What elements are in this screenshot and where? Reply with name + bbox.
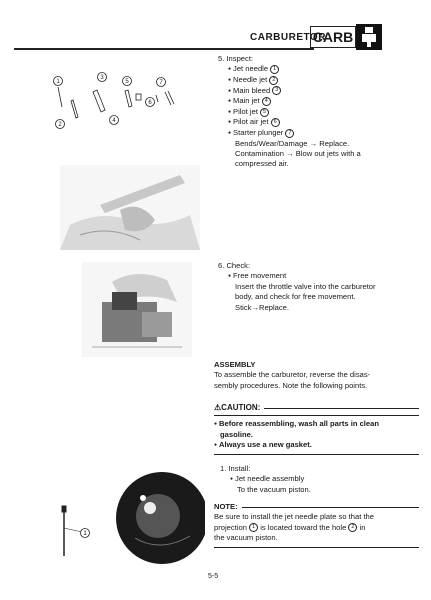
callout-4: 4 — [112, 118, 116, 124]
svg-text:1: 1 — [83, 531, 87, 537]
check-line: Insert the throttle valve into the carburetor — [235, 282, 376, 292]
caution-label: ⚠CAUTION: — [214, 403, 261, 412]
carburetor-icon — [356, 24, 382, 50]
inspect-item: ● Pilot air jet 6 — [228, 117, 418, 128]
caution-bullet: ● Always use a new gasket. — [214, 440, 419, 451]
jets-parts-diagram — [40, 72, 190, 142]
header-divider — [14, 48, 314, 50]
inspect-heading: 5. Inspect: — [218, 54, 254, 63]
install-bullet: ● Jet needle assembly — [230, 474, 420, 485]
note-rule — [242, 507, 419, 508]
note-line: Be sure to install the jet needle plate so that the — [214, 512, 374, 522]
callout-5: 5 — [125, 79, 129, 85]
note-label: NOTE: — [214, 502, 238, 511]
carb-badge: CARB — [310, 26, 356, 48]
install-heading: 1. Install: — [220, 464, 251, 473]
check-bullet: ● Free movement — [228, 271, 418, 282]
photo-throttle-check — [82, 262, 192, 357]
check-line: Stick→Replace. — [235, 302, 290, 312]
caution-rule — [264, 408, 419, 409]
inspect-item: ● Pilot jet 5 — [228, 107, 418, 118]
note-end-rule — [214, 547, 419, 548]
caution-bullet: ● Before reassembling, wash all parts in clean — [214, 419, 419, 430]
section-title: CARBURETOR — [250, 32, 326, 43]
assembly-line: sembly procedures. Note the following points. — [214, 380, 368, 390]
caution-end-rule — [214, 454, 419, 455]
inspect-item: ● Main jet 4 — [228, 96, 418, 107]
inspect-line: compressed air. — [235, 159, 289, 169]
vacuum-piston-figure — [40, 468, 205, 568]
inspect-item: ● Needle jet 2 — [228, 75, 418, 86]
callout-7: 7 — [159, 80, 163, 86]
inspect-item: ● Main bleed 3 — [228, 86, 418, 97]
assembly-line: To assemble the carburetor, reverse the disas- — [214, 370, 371, 380]
callout-6: 6 — [148, 100, 152, 106]
callout-2: 2 — [58, 122, 62, 128]
inspect-item: ● Starter plunger 7 — [228, 128, 418, 139]
inspect-item: ● Jet needle 1 — [228, 64, 418, 75]
callout-1: 1 — [56, 79, 60, 85]
install-sub: To the vacuum piston. — [237, 485, 311, 495]
note-line: projection 1 is located toward the hole 2 in — [214, 522, 366, 532]
check-heading: 6. Check: — [218, 261, 251, 270]
photo-air-blow — [60, 165, 200, 250]
check-line: body, and check for free movement. — [235, 292, 356, 302]
assembly-heading: ASSEMBLY — [214, 360, 256, 369]
caution-divider — [214, 415, 419, 416]
inspect-line: Contamination → Blow out jets with a — [235, 149, 361, 159]
note-line: the vacuum piston. — [214, 533, 278, 543]
inspect-line: Bends/Wear/Damage → Replace. — [235, 138, 350, 148]
caution-bullet-cont: gasoline. — [220, 430, 253, 440]
callout-3: 3 — [100, 75, 104, 81]
page-number: 5-5 — [208, 573, 219, 580]
